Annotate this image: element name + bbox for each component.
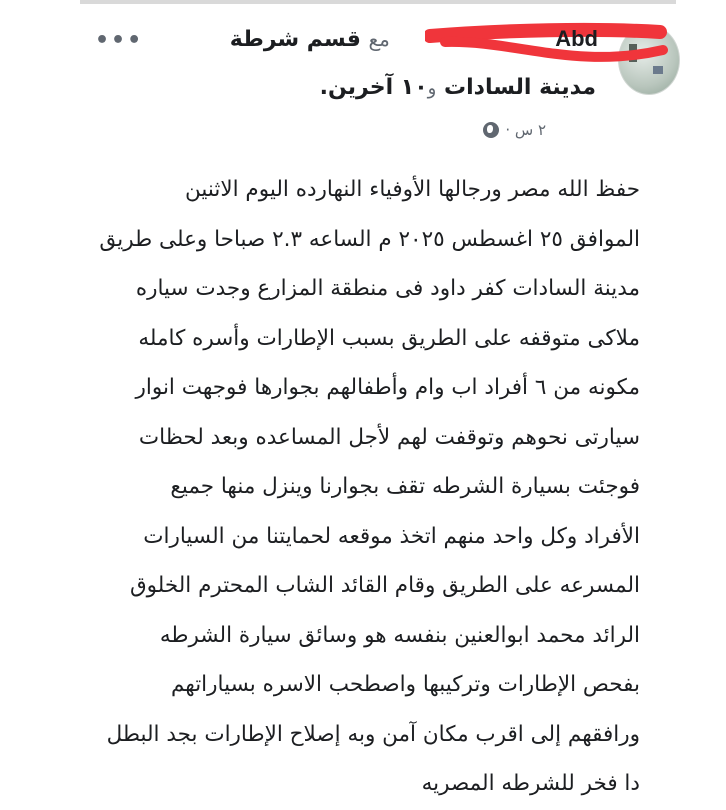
post-text-line: الأفراد وكل واحد منهم اتخذ موقعه لحمايتنا من السيارات: [143, 523, 640, 549]
post-timestamp[interactable]: ٢ س ·: [505, 121, 546, 139]
post-body: [100, 165, 640, 809]
post-header-line1: [230, 26, 598, 52]
post-text-line: دا فخر للشرطه المصريه: [421, 771, 640, 796]
post-text-line: مكونه من ٦ أفراد اب وام وأطفالهم بجوارها فوجهت انوار: [135, 375, 640, 400]
more-options-icon[interactable]: •••: [95, 28, 144, 53]
tagged-page-link[interactable]: قسم شرطة: [229, 27, 361, 52]
post-meta: [483, 121, 546, 139]
previous-post-divider: [80, 0, 676, 4]
and-label: و: [427, 78, 437, 99]
post-header-line2: [320, 75, 596, 100]
author-name[interactable]: Abd: [555, 26, 598, 51]
post-text-line: مدينة السادات كفر داود فى منطقة المزارع وجدت سياره: [135, 276, 640, 301]
post-text-line: الموافق ٢٥ اغسطس ٢٠٢٥ م الساعه ٢.٣ صباحا وعلى طريق: [99, 226, 640, 252]
post-text-line: ورافقهم إلى اقرب مكان آمن وبه إصلاح الإطارات بجد البطل: [106, 721, 640, 747]
post-text-line: سيارتى نحوهم وتوقفت لهم لأجل المساعده وبعد لحظات: [138, 424, 640, 450]
post-text-line: فوجئت بسيارة الشرطه تقف بجوارنا وينزل منها جميع: [170, 474, 640, 499]
post-text-line: بفحص الإطارات وتركيبها واصطحب الاسره بسياراتهم: [170, 672, 640, 697]
post-text-line: المسرعه على الطريق وقام القائد الشاب المحترم الخلوق: [129, 573, 640, 598]
globe-icon: [483, 122, 499, 138]
with-label: مع: [368, 27, 390, 51]
others-link[interactable]: ١٠ آخرين.: [319, 75, 428, 100]
tagged-page-link-cont[interactable]: مدينة السادات: [444, 75, 596, 100]
post-text-line: حفظ الله مصر ورجالها الأوفياء النهارده اليوم الاثنين: [185, 177, 640, 202]
post-text-line: ملاكى متوقفه على الطريق بسبب الإطارات وأسره كامله: [138, 325, 640, 351]
post-text-line: الرائد محمد ابوالعنين بنفسه هو وسائق سيارة الشرطه: [159, 622, 640, 648]
